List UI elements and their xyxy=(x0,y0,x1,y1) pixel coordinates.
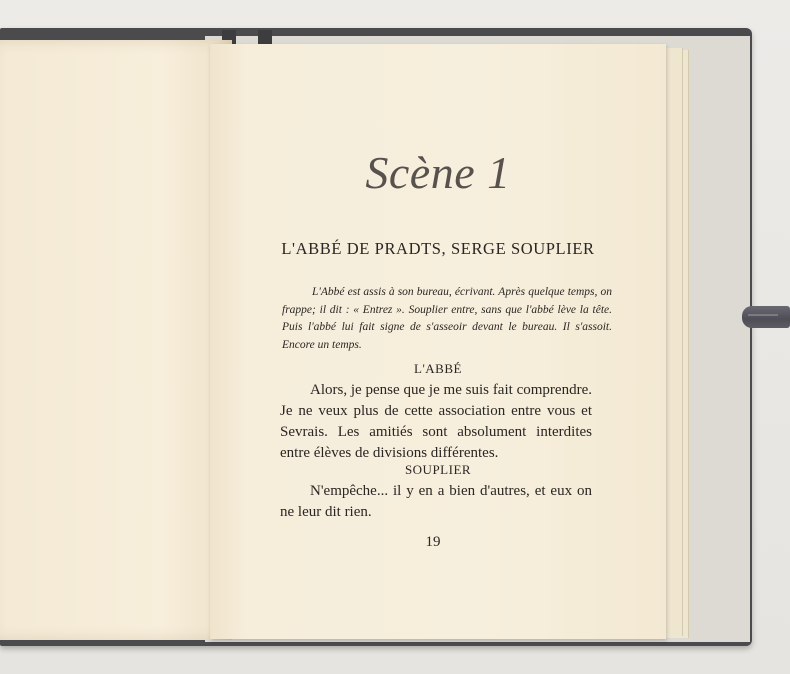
page-number: 19 xyxy=(425,534,441,550)
speech-line: Alors, je pense que je me suis fait comprendre. Je ne veux plus de cette association entre vous et Sevrais. Les amitiés sont absolument interdites entre élèves de divisions différentes. xyxy=(280,382,592,461)
speech-line: N'empêche... il y en a bien d'autres, et eux on ne leur dit rien. xyxy=(280,483,592,520)
characters-heading: L'ABBÉ DE PRADTS, SERGE SOUPLIER xyxy=(281,239,595,258)
speaker-name: L'ABBÉ xyxy=(414,361,462,376)
case-corner-tab xyxy=(258,30,272,44)
ribbon-tie xyxy=(742,306,790,328)
scene-title: Scène 1 xyxy=(365,147,511,198)
stage-direction: L'Abbé est assis à son bureau, écrivant. Après quelque temps, on frappe; il dit : « Entrez ». Souplier entre, sans que l'abbé lève la tête. Puis l'abbé lui fait signe de s'asseoir devant le bureau. Il s'assoit. Encore un temps. xyxy=(282,286,612,351)
left-page xyxy=(0,40,232,640)
speaker-name: SOUPLIER xyxy=(404,462,472,477)
